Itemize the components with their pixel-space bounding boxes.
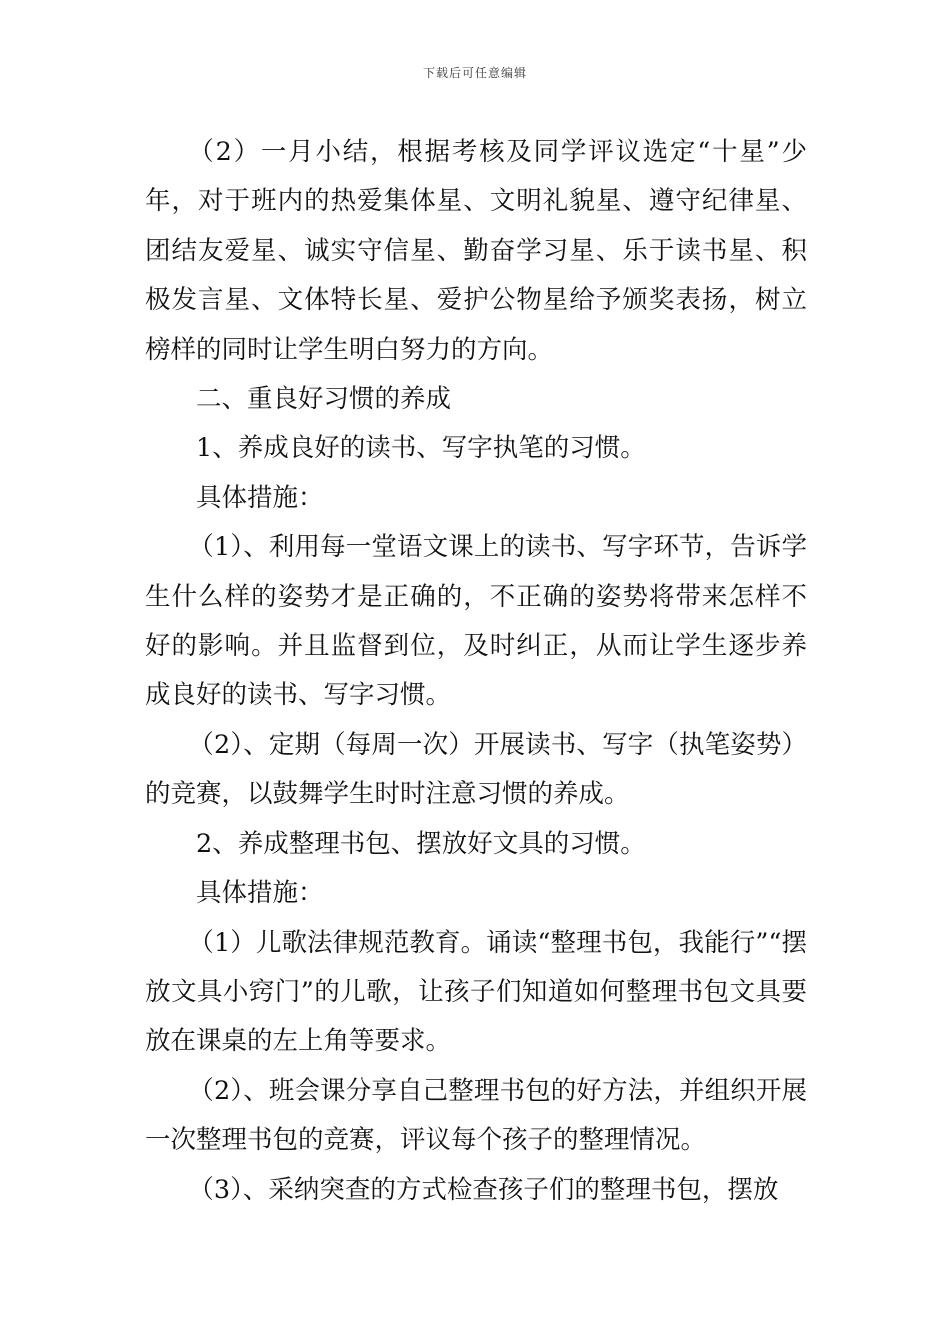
- measures-label: 具体措施：: [196, 878, 324, 909]
- measure-reading-writing-posture: （1）、利用每一堂语文课上的读书、写字环节，告诉学生什么样的姿势才是正确的，不正确的姿势将带来怎样不好的影响。并且监督到位，及时纠正，从而让学生逐步养成良好的读书、写字习惯。: [145, 532, 807, 711]
- item-reading-writing-habit: 1、养成良好的读书、写字执笔的习惯。: [196, 433, 646, 464]
- paragraph-monthly-summary: （2）一月小结，根据考核及同学评议选定“十星”少年，对于班内的热爱集体星、文明礼貌星、遵守纪律星、团结友爱星、诚实守信星、勤奋学习星、乐于读书星、积极发言星、文体特长星、爱护公物星给予颁奖表扬，树立榜样的同时让学生明白努力的方向。: [145, 137, 807, 365]
- item-schoolbag-habit: 2、养成整理书包、摆放好文具的习惯。: [196, 828, 646, 859]
- measure-nursery-rhyme: （1）儿歌法律规范教育。诵读“整理书包，我能行”“摆放文具小窍门”的儿歌，让孩子们知道如何整理书包文具要放在课桌的左上角等要求。: [145, 927, 807, 1057]
- measures-label: 具体措施：: [196, 482, 324, 513]
- measure-weekly-competition: （2）、定期（每周一次）开展读书、写字（执笔姿势）的竞赛，以鼓舞学生时时注意习惯的养成。: [145, 729, 807, 810]
- page-header-note: 下载后可任意编辑: [422, 66, 527, 80]
- measure-class-meeting: （2）、班会课分享自己整理书包的好方法，并组织开展一次整理书包的竞赛，评议每个孩子的整理情况。: [145, 1075, 807, 1156]
- section-heading-habits: 二、重良好习惯的养成: [196, 384, 452, 415]
- document-body: [145, 128, 807, 1215]
- measure-spot-check: （3）、采纳突查的方式检查孩子们的整理书包，摆放: [188, 1174, 779, 1205]
